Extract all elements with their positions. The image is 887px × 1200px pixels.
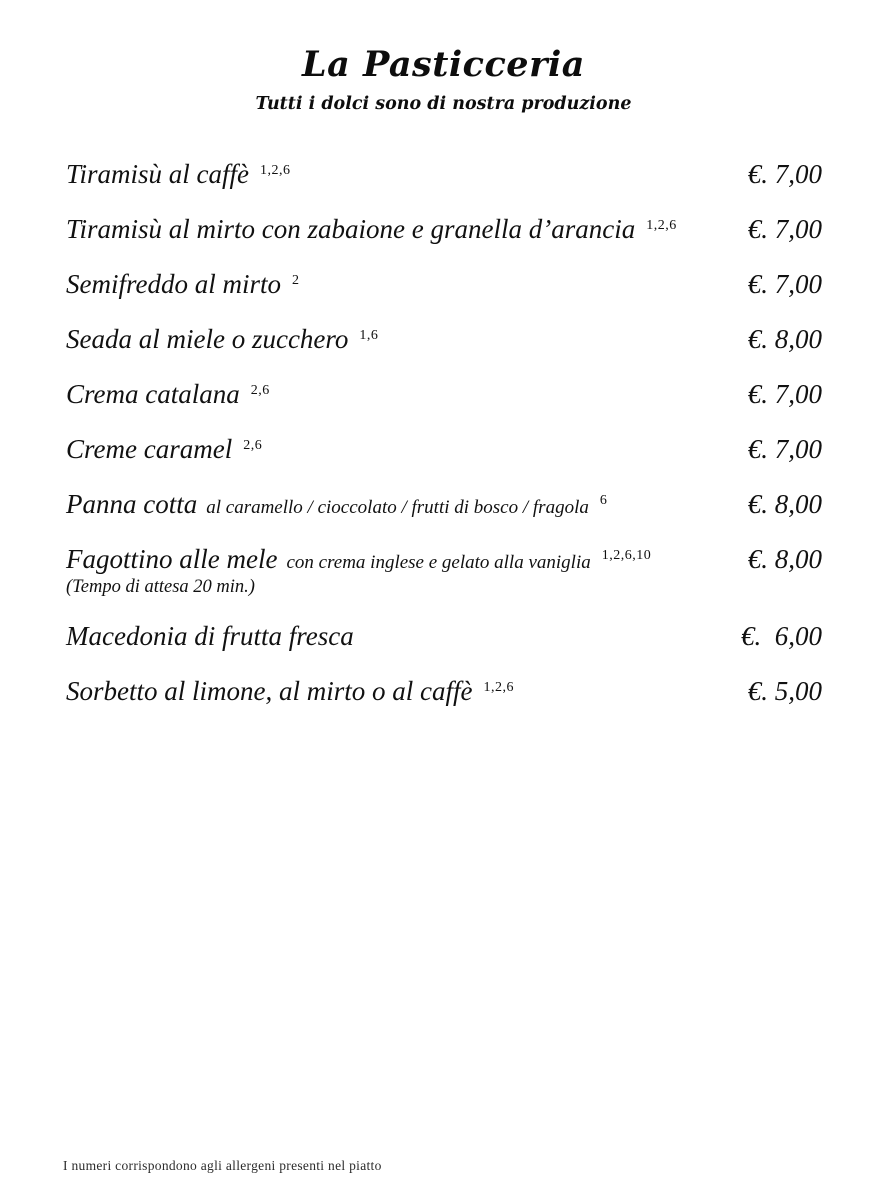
menu-item	[66, 269, 822, 300]
menu-item	[66, 544, 822, 597]
item-price: €. 8,00	[747, 489, 822, 519]
item-price: €. 7,00	[747, 434, 822, 464]
item-note: (Tempo di attesa 20 min.)	[66, 577, 255, 597]
item-price: €. 8,00	[747, 324, 822, 354]
item-name: Sorbetto al limone, al mirto o al caffè	[66, 676, 473, 707]
item-allergens: 1,2,6	[483, 680, 514, 696]
menu-item	[66, 489, 822, 520]
item-name: Panna cotta	[66, 489, 198, 519]
item-name: Semifreddo al mirto	[66, 269, 281, 299]
item-name: Tiramisù al caffè	[66, 159, 250, 189]
menu-header	[0, 0, 887, 114]
item-name: Macedonia di frutta fresca	[66, 621, 354, 652]
item-description: al caramello / cioccolato / frutti di bosco / fragola	[206, 497, 589, 518]
item-name: Seada al miele o zucchero	[66, 324, 349, 354]
page-title: La Pasticceria	[301, 44, 585, 85]
menu-item	[66, 676, 822, 707]
item-price: €. 7,00	[747, 379, 822, 409]
menu-item	[66, 621, 822, 652]
allergen-footnote: I numeri corrispondono agli allergeni presenti nel piatto	[63, 1158, 382, 1173]
item-name: Crema catalana	[66, 379, 240, 409]
menu-item	[66, 379, 822, 410]
menu-item	[66, 214, 822, 245]
menu-item	[66, 159, 822, 190]
item-price: €. 7,00	[747, 214, 822, 244]
item-allergens: 6	[599, 493, 608, 508]
item-allergens: 1,2,6	[260, 163, 291, 178]
item-price: €. 7,00	[747, 269, 822, 299]
item-description: con crema inglese e gelato alla vaniglia	[286, 552, 591, 573]
item-allergens: 2,6	[243, 438, 263, 453]
item-allergens: 1,2,6,10	[601, 548, 652, 563]
menu-item	[66, 434, 822, 465]
menu-item	[66, 324, 822, 355]
item-name: Creme caramel	[66, 434, 233, 464]
item-allergens: 2,6	[250, 383, 270, 398]
item-name: Tiramisù al mirto con zabaione e granella d’arancia	[66, 214, 636, 244]
item-allergens: 1,6	[359, 328, 379, 343]
menu-list	[66, 159, 822, 707]
item-price: €. 6,00	[741, 621, 822, 652]
item-allergens: 1,2,6	[646, 218, 677, 233]
item-allergens: 2	[292, 273, 300, 288]
item-price: €. 5,00	[747, 676, 822, 707]
item-price: €. 7,00	[747, 159, 822, 189]
item-price: €. 8,00	[747, 544, 822, 574]
item-name: Fagottino alle mele	[66, 544, 278, 574]
page-subtitle: Tutti i dolci sono di nostra produzione	[255, 94, 632, 114]
